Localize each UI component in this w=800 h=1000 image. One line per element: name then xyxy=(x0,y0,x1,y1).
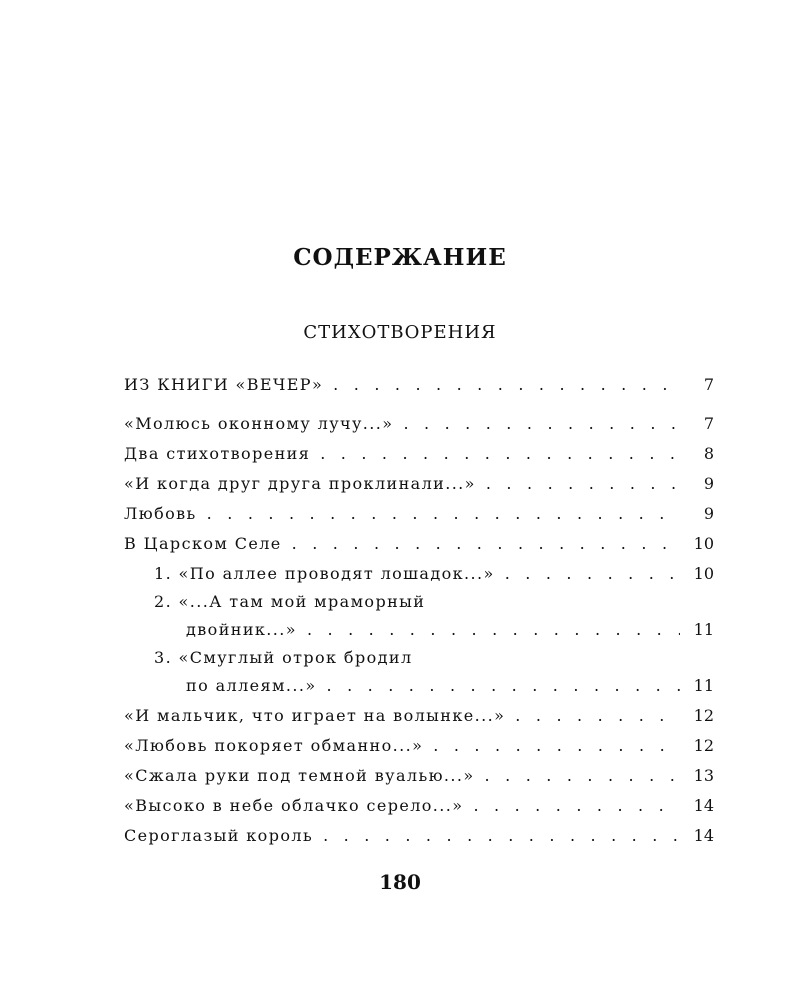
toc-entry-text: «И когда друг друга проклинали...» xyxy=(124,474,476,493)
dot-leader xyxy=(486,469,680,499)
toc-entry xyxy=(124,701,714,731)
section-subtitle: СТИХОТВОРЕНИЯ xyxy=(303,322,497,343)
toc-entry-text: ИЗ КНИГИ «ВЕЧЕР» xyxy=(124,375,324,394)
toc-entry-text: Два стихотворения xyxy=(124,444,311,463)
toc-entry xyxy=(124,409,714,439)
toc-entry xyxy=(124,529,714,559)
toc-page-number: 7 xyxy=(703,414,714,433)
dot-leader xyxy=(207,499,680,529)
dot-leader xyxy=(323,821,680,851)
toc-page-number: 14 xyxy=(693,796,714,815)
toc-entry-text: «Любовь покоряет обманно...» xyxy=(124,736,424,755)
toc-subentry xyxy=(124,671,714,701)
toc-page-number: 14 xyxy=(693,826,714,845)
dot-leader xyxy=(320,439,680,469)
toc-entry-text: «Высоко в небе облачко серело...» xyxy=(124,796,464,815)
toc-page-number: 12 xyxy=(693,736,714,755)
toc-page-number: 10 xyxy=(693,534,714,553)
toc-page-number: 8 xyxy=(703,444,714,463)
toc-subentry xyxy=(124,559,714,589)
toc-entry xyxy=(124,791,714,821)
toc-entry xyxy=(124,761,714,791)
dot-leader xyxy=(307,615,680,645)
toc-page-number: 12 xyxy=(693,706,714,725)
toc-entry xyxy=(124,499,714,529)
toc-subentry xyxy=(124,615,714,645)
dot-leader xyxy=(473,791,680,821)
toc-page-number: 13 xyxy=(693,766,714,785)
toc-entry-text: В Царском Селе xyxy=(124,534,282,553)
toc-entry-text: 1. «По аллее проводят лошадок...» xyxy=(154,564,495,583)
dot-leader xyxy=(515,701,680,731)
dot-leader xyxy=(292,529,680,559)
toc-section-heading xyxy=(124,370,714,400)
table-of-contents xyxy=(124,370,714,851)
toc-subentry-first-line: 3. «Смуглый отрок бродил xyxy=(154,648,413,667)
toc-page-number: 9 xyxy=(703,474,714,493)
toc-entry xyxy=(124,439,714,469)
toc-page-number: 11 xyxy=(693,620,714,639)
page-number: 180 xyxy=(379,870,421,894)
toc-page-number: 11 xyxy=(693,676,714,695)
dot-leader xyxy=(403,409,680,439)
toc-entry-text: «Молюсь оконному лучу...» xyxy=(124,414,394,433)
toc-page-number: 7 xyxy=(703,375,714,394)
toc-entry-text: «И мальчик, что играет на волынке...» xyxy=(124,706,506,725)
toc-entry-text: Любовь xyxy=(124,504,197,523)
dot-leader xyxy=(433,731,680,761)
toc-subentry-first-line: 2. «...А там мой мраморный xyxy=(154,592,426,611)
toc-entry xyxy=(124,731,714,761)
toc-page-number: 9 xyxy=(703,504,714,523)
page-title: СОДЕРЖАНИЕ xyxy=(293,244,507,271)
toc-entry-text: двойник...» xyxy=(186,620,297,639)
dot-leader xyxy=(327,671,680,701)
dot-leader xyxy=(505,559,680,589)
dot-leader xyxy=(333,370,680,400)
toc-entry xyxy=(124,469,714,499)
dot-leader xyxy=(485,761,680,791)
toc-entry xyxy=(124,821,714,851)
toc-page-number: 10 xyxy=(693,564,714,583)
toc-entry-text: Сероглазый король xyxy=(124,826,314,845)
toc-entry-text: по аллеям...» xyxy=(186,676,317,695)
toc-entry-text: «Сжала руки под темной вуалью...» xyxy=(124,766,475,785)
